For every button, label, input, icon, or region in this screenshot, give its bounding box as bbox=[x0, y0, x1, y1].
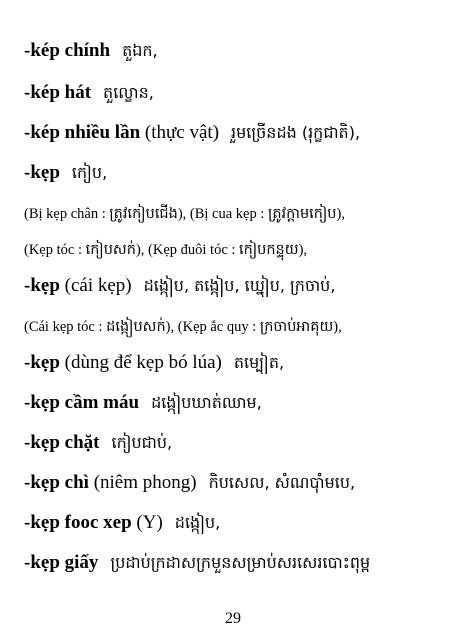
headword: -kẹp giấy bbox=[24, 552, 99, 573]
headword: -kẹp bbox=[24, 162, 60, 183]
entry-kep-giay bbox=[24, 552, 458, 574]
khmer-definition: កិបសេល, សំណប៉ាំមបេ, bbox=[208, 473, 356, 492]
headword: -kẹp fooc xep bbox=[24, 512, 132, 533]
headword: -kẹp chặt bbox=[24, 432, 100, 453]
entry-kep-cam-mau bbox=[24, 392, 458, 414]
khmer-definition: ដង្កៀប, bbox=[174, 513, 221, 532]
khmer-definition: ប្រដាប់ក្រដាសក្រមួនសម្រាប់សរសេរបោះពុម្ព bbox=[110, 553, 371, 572]
entry-kep-chinh bbox=[24, 40, 458, 62]
grammatical-note: (thực vật) bbox=[144, 122, 220, 143]
entry-kep-nhieu-lan bbox=[24, 122, 458, 144]
khmer-definition: ដង្កៀប, តង្កៀប, ឃ្នៀប, ក្រចាប់, bbox=[143, 276, 336, 295]
entry-kep-cai-kep bbox=[24, 275, 458, 297]
example-text: (Cái kẹp tóc : ដង្កៀបសក់), (Kẹp ắc quy : ក្រចាប់អាគុយ), bbox=[24, 319, 342, 335]
example-text: (Bị kẹp chân : ត្រូវកៀបជើង), (Bị cua kẹp : ត្រូវក្ដាមកៀប), bbox=[24, 206, 345, 222]
headword: -kẹp chì bbox=[24, 472, 89, 493]
example-line bbox=[24, 203, 458, 225]
grammatical-note: (dùng để kẹp bó lúa) bbox=[64, 352, 222, 373]
entry-kep-fooc-xep bbox=[24, 512, 458, 534]
headword: -kép chính bbox=[24, 40, 111, 61]
headword: -kép nhiều lần bbox=[24, 122, 141, 143]
khmer-definition: តួល្ខោន, bbox=[103, 83, 154, 102]
khmer-definition: តួឯក, bbox=[122, 41, 158, 60]
example-line bbox=[24, 239, 458, 261]
khmer-definition: តម្បៀត, bbox=[233, 353, 285, 372]
page-number: 29 bbox=[225, 610, 241, 627]
khmer-definition: កៀបជាប់, bbox=[111, 433, 173, 452]
grammatical-note: (Y) bbox=[136, 512, 163, 533]
grammatical-note: (niêm phong) bbox=[93, 472, 197, 493]
headword: -kép hát bbox=[24, 82, 92, 103]
entry-kep-dung-de-kep-bo-lua bbox=[24, 352, 458, 374]
headword: -kẹp cầm máu bbox=[24, 392, 140, 413]
entry-kep-chi bbox=[24, 472, 458, 494]
entry-kep-hat bbox=[24, 82, 458, 104]
grammatical-note: (cái kẹp) bbox=[64, 275, 132, 296]
khmer-definition: កៀប, bbox=[71, 163, 108, 182]
headword: -kẹp bbox=[24, 275, 60, 296]
khmer-definition: រួមច្រើនដង (រុក្ខជាតិ), bbox=[231, 123, 361, 142]
headword: -kẹp bbox=[24, 352, 60, 373]
example-line bbox=[24, 316, 458, 338]
example-text: (Kẹp tóc : កៀបសក់), (Kẹp đuôi tóc : កៀបកន្ទុយ), bbox=[24, 242, 308, 258]
entry-kep-chat bbox=[24, 432, 458, 454]
entry-kep bbox=[24, 162, 458, 184]
khmer-definition: ដង្កៀបឃាត់ឈាម, bbox=[151, 393, 262, 412]
